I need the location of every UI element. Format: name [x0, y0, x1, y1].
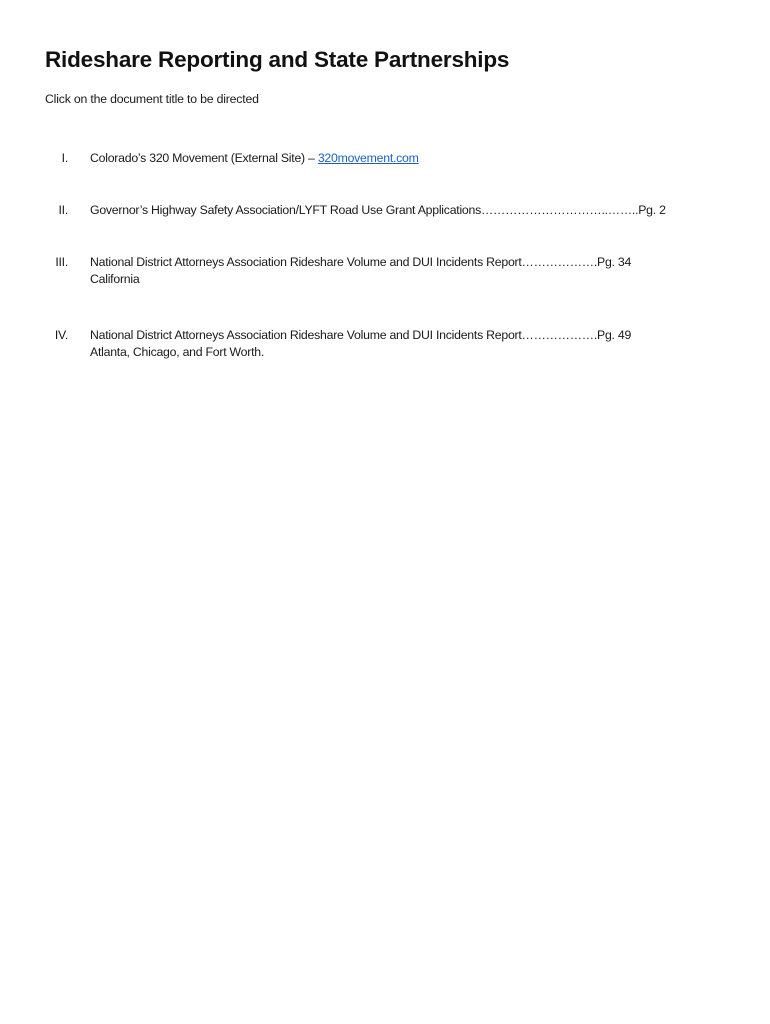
toc-numeral: I.: [61, 151, 68, 165]
external-link-320movement[interactable]: 320movement.com: [317, 151, 419, 165]
toc-numeral: III.: [55, 255, 68, 269]
toc-numeral: IV.: [54, 328, 68, 342]
toc-numeral: II.: [58, 203, 68, 217]
toc-title-text[interactable]: Colorado’s 320 Movement (External Site) –: [90, 151, 318, 165]
toc-title[interactable]: National District Attorneys Association Rideshare Volume and DUI Incidents Report……………….Pg. 34: [90, 255, 632, 269]
toc-subtitle: California: [90, 272, 140, 286]
document-title: Rideshare Reporting and State Partnerships: [45, 47, 510, 72]
instructions-text: Click on the document title to be directed: [45, 92, 259, 106]
toc-title[interactable]: National District Attorneys Association Rideshare Volume and DUI Incidents Report……………….Pg. 49: [90, 328, 632, 342]
toc-title[interactable]: Governor’s Highway Safety Association/LYFT Road Use Grant Applications…………………………..……..Pg. 2: [90, 203, 666, 217]
toc-subtitle: Atlanta, Chicago, and Fort Worth.: [90, 345, 265, 359]
toc-title[interactable]: [90, 150, 419, 167]
